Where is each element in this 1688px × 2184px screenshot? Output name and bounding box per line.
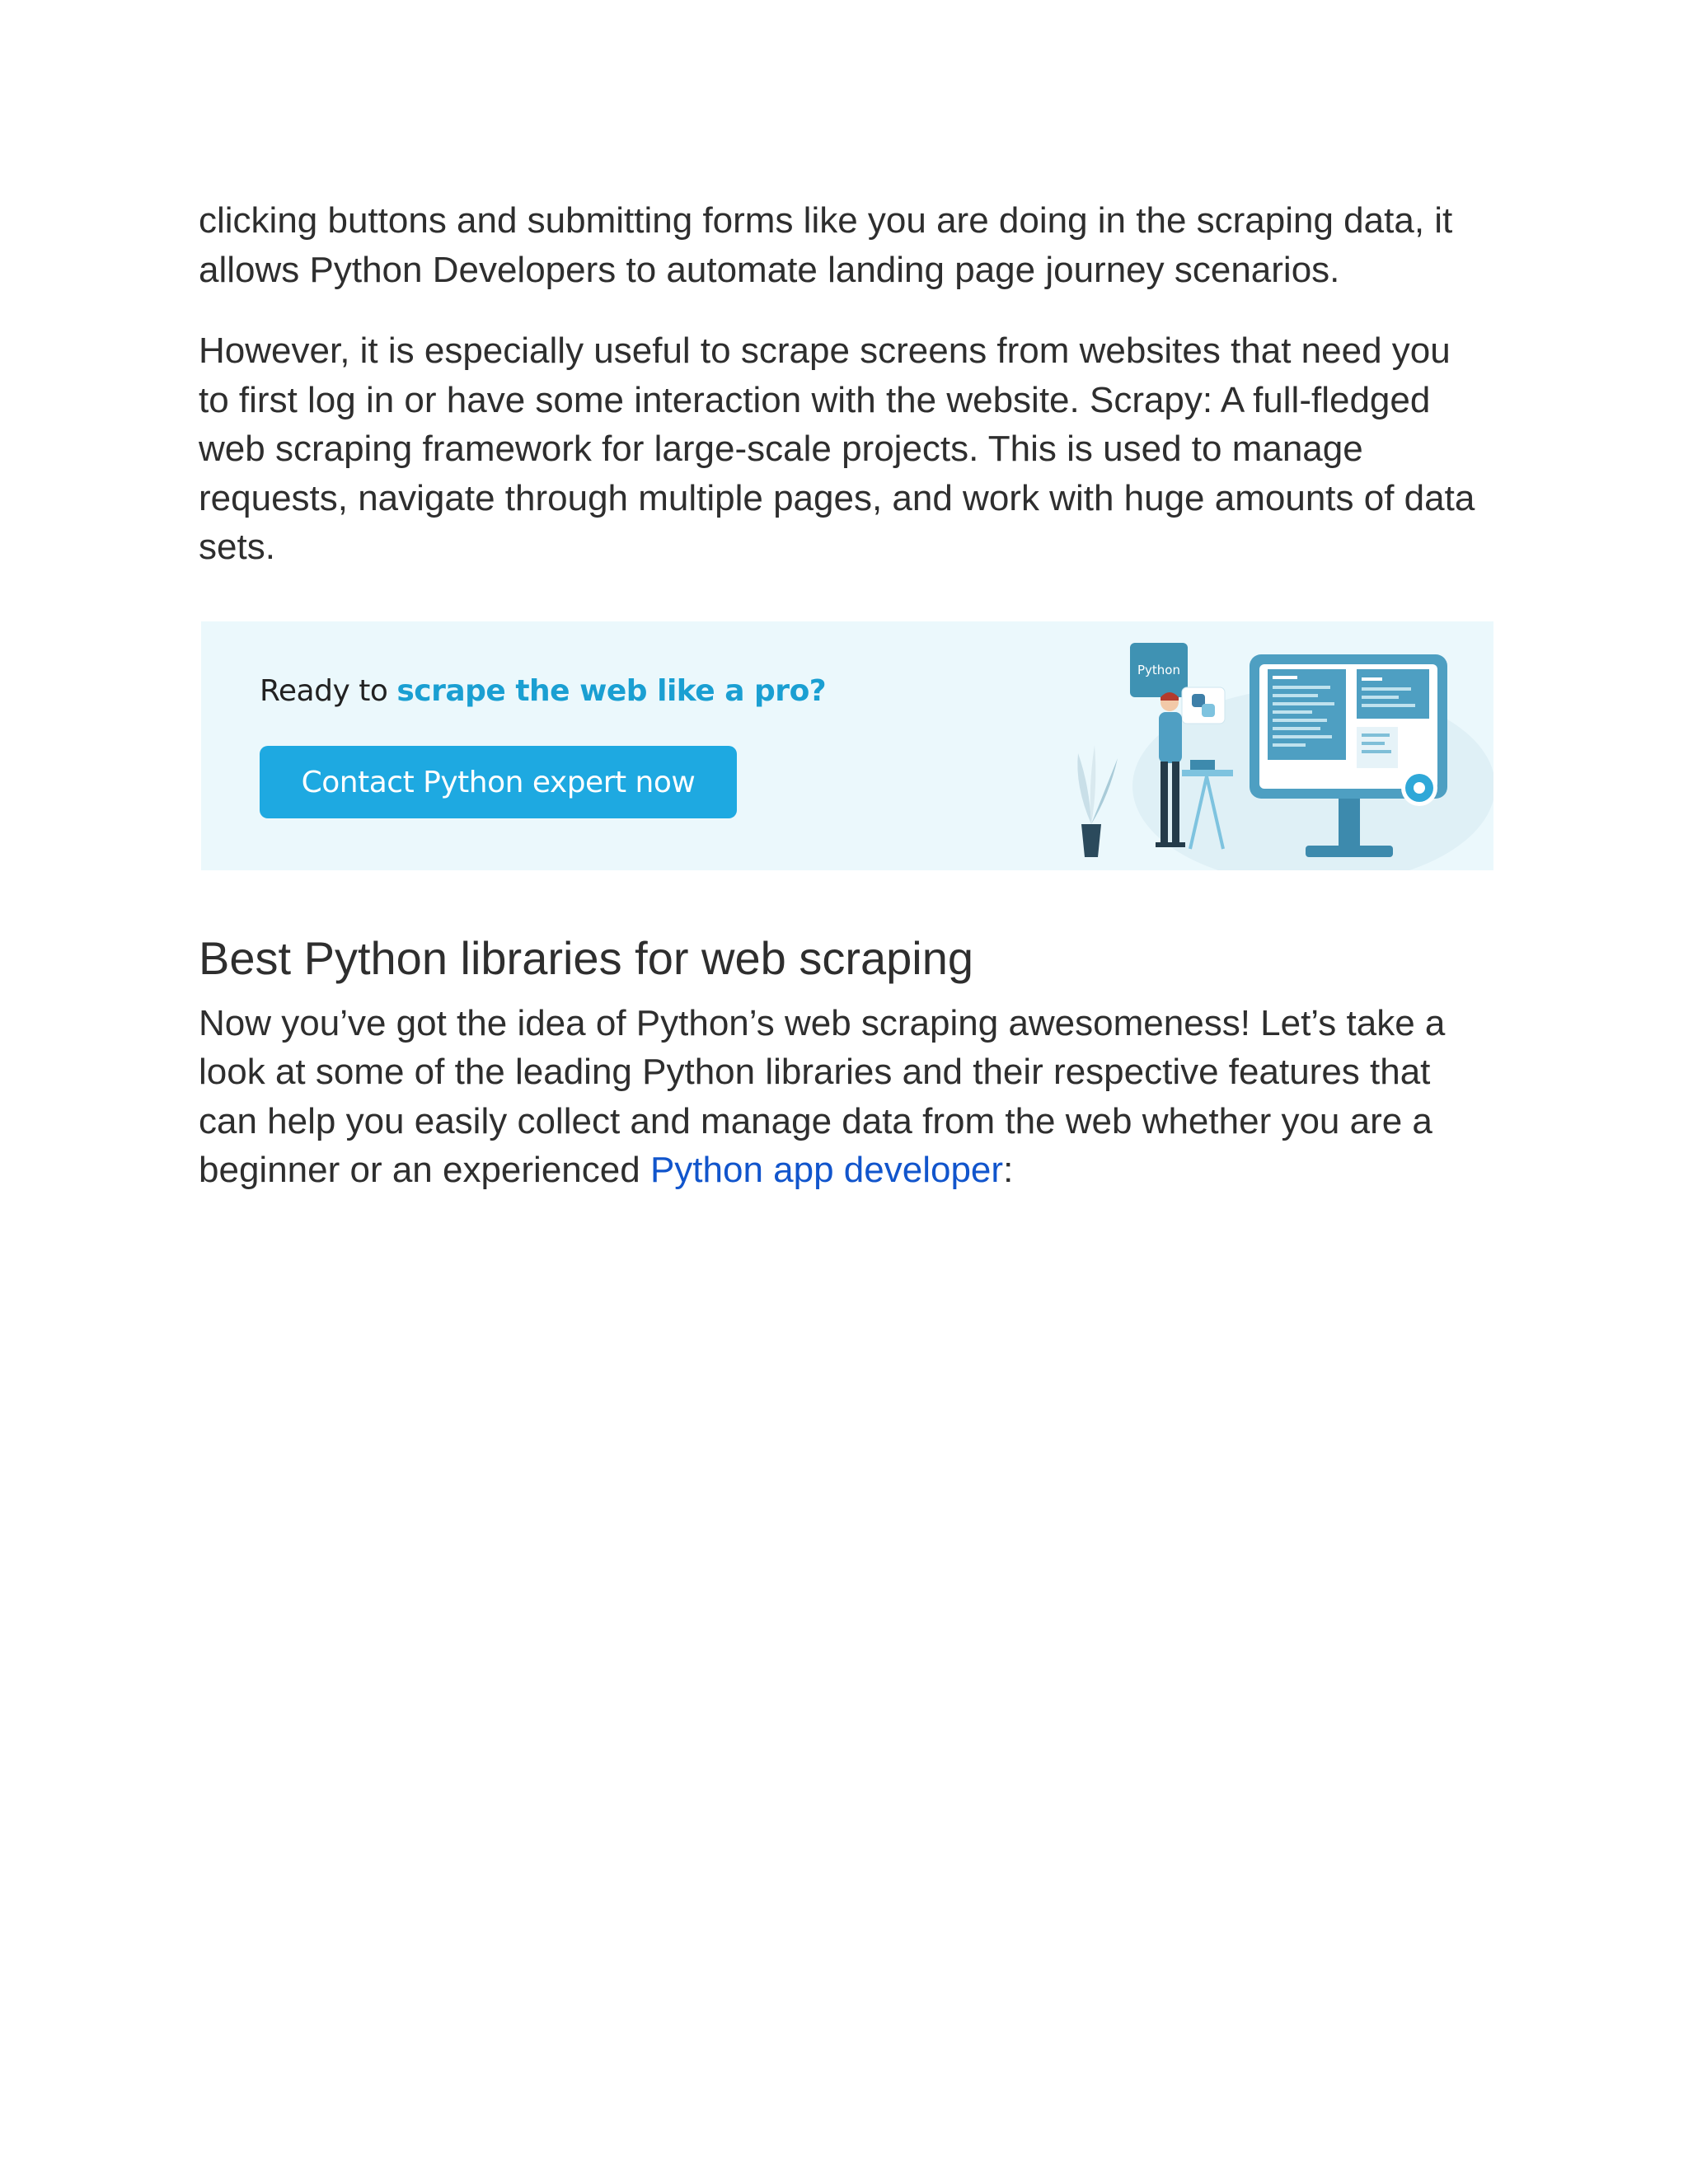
section-heading: Best Python libraries for web scraping [199, 931, 973, 984]
banner-headline-prefix: Ready to [260, 673, 388, 708]
banner-headline [260, 674, 826, 708]
paragraph-scrapy: However, it is especially useful to scrape screens from websites that need you to first log in or have some interaction with the website. Scrapy: A full-fledged web scraping framework for large-scale projects. This is used to manage requests, navigate through multiple pages, and work with huge amounts of data sets. [199, 330, 1475, 567]
paragraph-libraries-text: Now you’ve got the idea of Python’s web scraping awesomeness! Let’s take a look at some of the leading Python libraries and their respective features that can help you easily collect and manage data from the web whether you are a beginner or an experienced [199, 1002, 1446, 1190]
banner-headline-accent: scrape the web like a pro? [396, 673, 827, 708]
document-page [199, 196, 1489, 1195]
cta-banner[interactable] [201, 621, 1493, 870]
paragraph-libraries [199, 999, 1489, 1195]
python-tag-icon [1130, 643, 1188, 697]
python-logo-icon [1182, 687, 1225, 724]
plant-icon [1077, 745, 1118, 857]
contact-python-expert-button[interactable]: Contact Python expert now [260, 746, 737, 818]
paragraph-intro: clicking buttons and submitting forms like you are doing in the scraping data, it allows Python Developers to automate landing page journey scenarios. [199, 200, 1453, 290]
python-app-developer-link[interactable]: Python app developer [649, 1150, 1004, 1190]
paragraph-libraries-punctuation: : [1003, 1150, 1014, 1190]
developer-illustration [1067, 621, 1493, 870]
python-tag-label: Python [1137, 662, 1180, 677]
gear-icon [1401, 770, 1437, 806]
